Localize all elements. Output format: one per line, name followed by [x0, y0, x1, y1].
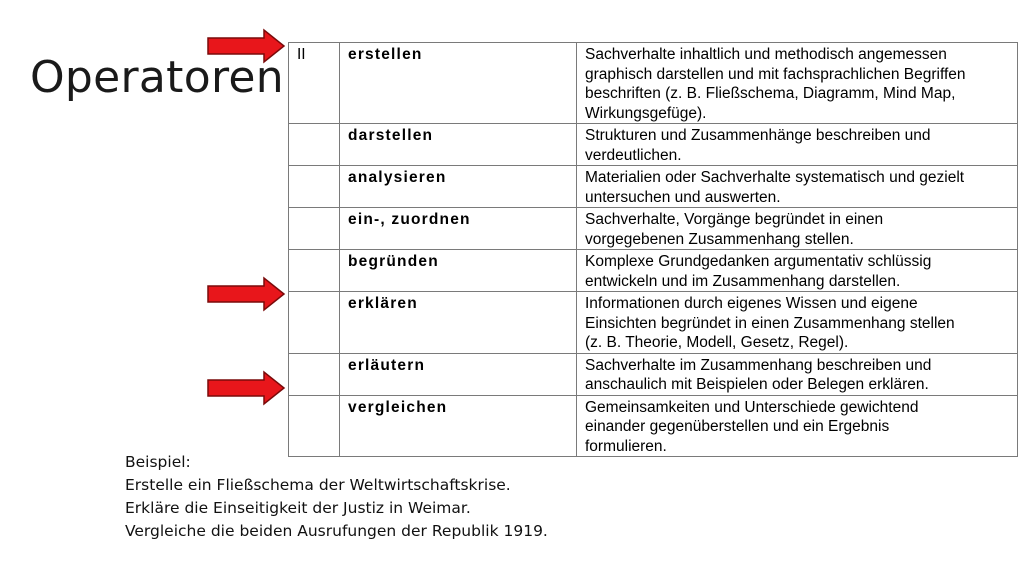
description-cell: Strukturen und Zusammenhänge beschreiben und verdeutlichen. — [577, 124, 1018, 166]
example-line: Vergleiche die beiden Ausrufungen der Republik 1919. — [125, 522, 548, 540]
level-cell: II — [289, 43, 340, 124]
example-line: Erstelle ein Fließschema der Weltwirtschaftskrise. — [125, 476, 511, 494]
description-cell: Informationen durch eigenes Wissen und eigene Einsichten begründet in einen Zusammenhang stellen (z. B. Theorie, Modell, Gesetz, Regel). — [577, 292, 1018, 354]
description-cell: Sachverhalte inhaltlich und methodisch angemessen graphisch darstellen und mit fachsprachlichen Begriffen beschriften (z. B. Fließschema, Diagramm, Mind Map, Wirkungsgefüge). — [577, 43, 1018, 124]
arrow-right-icon — [206, 28, 286, 64]
level-cell — [289, 395, 340, 457]
table-row — [289, 166, 1018, 208]
arrow-right-icon — [206, 370, 286, 406]
operator-cell: erstellen — [340, 43, 577, 124]
level-cell — [289, 124, 340, 166]
arrow-right-icon — [206, 276, 286, 312]
operator-cell: erklären — [340, 292, 577, 354]
operator-cell: vergleichen — [340, 395, 577, 457]
operator-cell: darstellen — [340, 124, 577, 166]
description-cell: Sachverhalte, Vorgänge begründet in einen vorgegebenen Zusammenhang stellen. — [577, 208, 1018, 250]
table-row — [289, 43, 1018, 124]
operator-cell: analysieren — [340, 166, 577, 208]
description-cell: Materialien oder Sachverhalte systematisch und gezielt untersuchen und auswerten. — [577, 166, 1018, 208]
table-row — [289, 353, 1018, 395]
table-row — [289, 208, 1018, 250]
operator-cell: ein-, zuordnen — [340, 208, 577, 250]
description-cell: Komplexe Grundgedanken argumentativ schlüssig entwickeln und im Zusammenhang darstellen. — [577, 250, 1018, 292]
page-title: Operatoren — [30, 52, 284, 103]
description-cell: Sachverhalte im Zusammenhang beschreiben und anschaulich mit Beispielen oder Belegen erklären. — [577, 353, 1018, 395]
example-block — [125, 451, 548, 543]
level-cell — [289, 208, 340, 250]
table-row — [289, 292, 1018, 354]
table-row — [289, 124, 1018, 166]
level-cell — [289, 292, 340, 354]
operator-cell: begründen — [340, 250, 577, 292]
example-heading: Beispiel: — [125, 453, 191, 471]
level-cell — [289, 353, 340, 395]
level-cell — [289, 166, 340, 208]
table-row — [289, 250, 1018, 292]
table-row — [289, 395, 1018, 457]
description-cell: Gemeinsamkeiten und Unterschiede gewichtend einander gegenüberstellen und ein Ergebnis formulieren. — [577, 395, 1018, 457]
level-cell — [289, 250, 340, 292]
operators-table — [288, 42, 1018, 457]
example-line: Erkläre die Einseitigkeit der Justiz in Weimar. — [125, 499, 471, 517]
operator-cell: erläutern — [340, 353, 577, 395]
